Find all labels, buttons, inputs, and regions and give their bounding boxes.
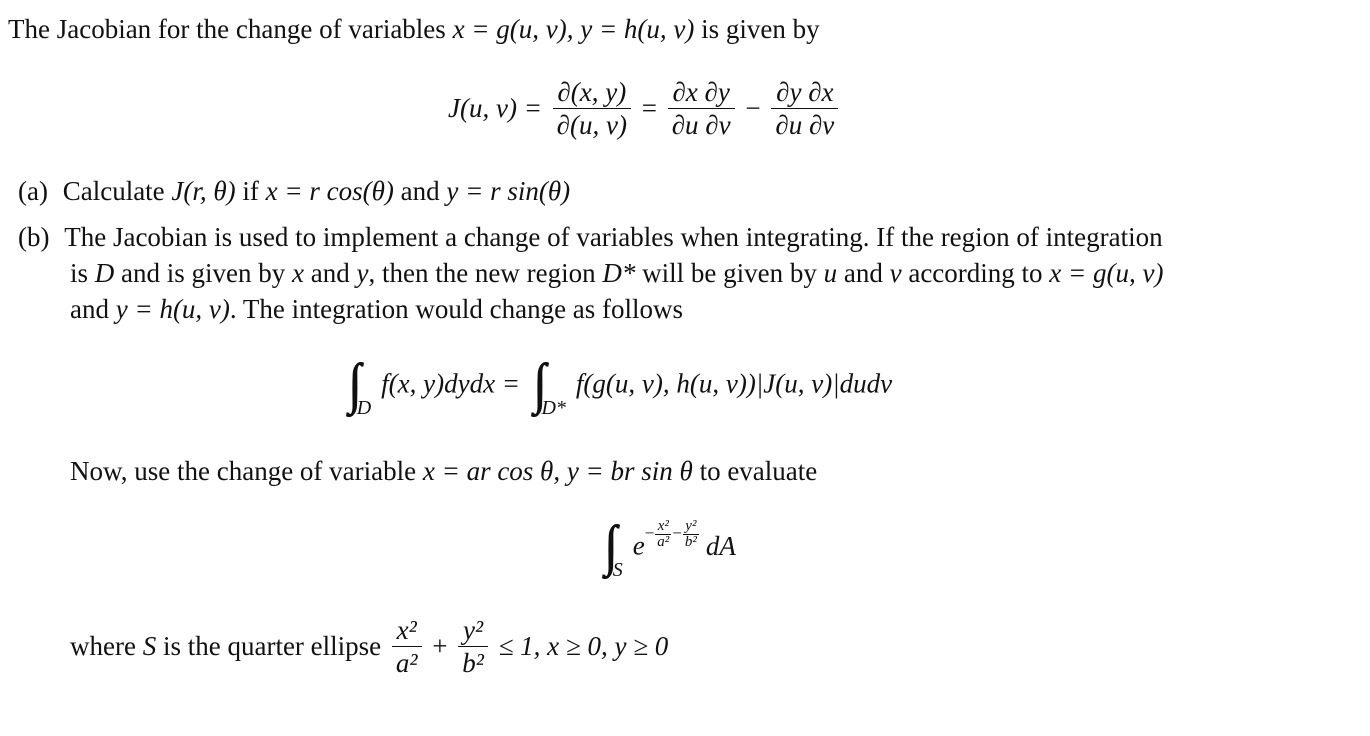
- region-inequalities: ≤ 1, x ≥ 0, y ≥ 0: [498, 631, 669, 661]
- exponent: [645, 519, 700, 550]
- part-b-line-1: [18, 220, 1163, 254]
- intro-text-1: The Jacobian for the change of variables: [8, 14, 453, 44]
- part-a-math-3: y = r sin(θ): [446, 176, 571, 206]
- integral-formula: [348, 353, 893, 420]
- jacobian-formula: [448, 76, 842, 141]
- text-span: and: [70, 294, 116, 324]
- double-integral-sign: ∫∫: [533, 353, 536, 415]
- dA: dA: [705, 530, 736, 561]
- ellipse-fraction-2: [458, 614, 488, 679]
- math-x-equals-g: x = g(u, v): [1049, 258, 1164, 288]
- math-D: D: [94, 258, 115, 288]
- jacobian-fraction-2: [668, 76, 735, 141]
- exp-minus: −: [644, 523, 655, 543]
- part-a-label: (a): [18, 176, 48, 206]
- fraction-denominator: a²: [657, 533, 670, 550]
- fraction-numerator: ∂y ∂x: [771, 76, 838, 109]
- fraction-numerator: y²: [683, 519, 699, 535]
- math-y-equals-h: y = h(u, v): [115, 294, 230, 324]
- exp-fraction-2: [683, 519, 699, 550]
- fraction-numerator: x²: [392, 614, 422, 647]
- double-integral-sign: ∫∫: [348, 353, 351, 415]
- text-span: , then the new region: [368, 258, 603, 288]
- math-y: y: [356, 258, 369, 288]
- fraction-numerator: ∂x ∂y: [668, 76, 735, 109]
- target-integral: [604, 515, 736, 582]
- integral-region-D-star: D*: [541, 397, 566, 420]
- equals-sign: =: [641, 93, 657, 123]
- text-span: and: [837, 258, 890, 288]
- fraction-denominator: b²: [462, 648, 484, 678]
- double-integral-sign: ∫∫: [604, 515, 607, 577]
- now-text-1: Now, use the change of variable: [70, 456, 423, 486]
- region-text-2: is the quarter ellipse: [156, 631, 382, 661]
- part-a-text-3: and: [393, 176, 447, 206]
- part-b-label: (b): [18, 222, 50, 252]
- part-b-line-2: [70, 256, 1163, 290]
- part-b-text-1: The Jacobian is used to implement a change of variables when integrating. If the region of integration: [64, 222, 1163, 252]
- minus-sign: −: [745, 93, 761, 123]
- rhs-integrand: f(g(u, v), h(u, v))|J(u, v)|dudv: [575, 368, 893, 399]
- math-D-star: D*: [602, 258, 636, 288]
- fraction-denominator: ∂u ∂v: [775, 110, 835, 140]
- region-text-1: where: [70, 631, 143, 661]
- text-span: according to: [901, 258, 1050, 288]
- fraction-denominator: a²: [395, 648, 418, 678]
- jacobian-fraction-3: [771, 76, 838, 141]
- part-a-line: [18, 174, 570, 208]
- fraction-denominator: ∂(u, v): [556, 110, 627, 140]
- fraction-denominator: b²: [684, 533, 697, 550]
- now-text-2: to evaluate: [692, 456, 818, 486]
- intro-line: [8, 12, 820, 46]
- text-span: will be given by: [635, 258, 824, 288]
- text-span: and is given by: [114, 258, 292, 288]
- part-a-text-1: Calculate: [62, 176, 172, 206]
- fraction-numerator: y²: [458, 614, 488, 647]
- integral-region-D: D: [356, 397, 372, 420]
- fraction-denominator: ∂u ∂v: [671, 110, 731, 140]
- text-span: and: [303, 258, 357, 288]
- jacobian-lhs: J(u, v) =: [448, 93, 542, 123]
- text-span: is: [70, 258, 95, 288]
- part-b-line-3: [70, 292, 683, 326]
- intro-math-1: x = g(u, v), y = h(u, v): [452, 14, 695, 44]
- exp-minus: −: [672, 523, 682, 543]
- jacobian-fraction-1: [553, 76, 631, 141]
- math-v: v: [889, 258, 902, 288]
- text-span: . The integration would change as follows: [229, 294, 684, 324]
- region-line: [70, 614, 668, 679]
- fraction-numerator: x²: [655, 519, 671, 535]
- exp-base: e: [632, 530, 645, 561]
- now-line: [70, 454, 817, 488]
- ellipse-fraction-1: [392, 614, 422, 679]
- math-S: S: [142, 631, 157, 661]
- lhs-integrand: f(x, y)dydx =: [381, 368, 521, 399]
- plus-sign: +: [432, 631, 448, 661]
- math-x: x: [292, 258, 304, 288]
- integral-region-S: S: [612, 559, 623, 582]
- exp-fraction-1: [655, 519, 671, 550]
- now-math-1: x = ar cos θ, y = br sin θ: [422, 456, 693, 486]
- part-a-text-2: if: [235, 176, 266, 206]
- intro-text-2: is given by: [694, 14, 820, 44]
- part-a-math-1: J(r, θ): [171, 176, 236, 206]
- math-u: u: [823, 258, 838, 288]
- part-a-math-2: x = r cos(θ): [265, 176, 394, 206]
- fraction-numerator: ∂(x, y): [553, 76, 631, 109]
